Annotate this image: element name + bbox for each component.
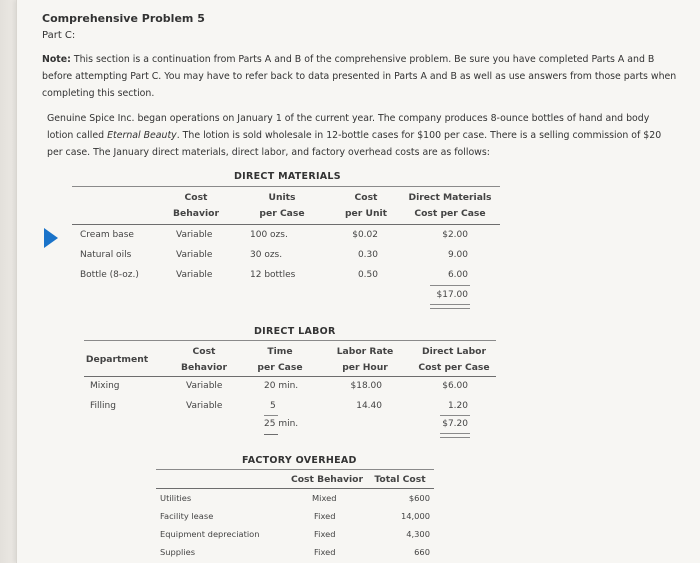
intro-text-start: Genuine Spice Inc. began operations on January 1 of the current year. The company produces 8-ounce bottles of hand and body lotion called [47,113,650,141]
dm-sum-rule [430,285,470,286]
fo-header-total: Total Cost [374,474,426,485]
product-name: Eternal Beauty [107,130,177,141]
dl-row-total: $6.00 [442,381,468,391]
note-text: This section is a continuation from Parts A and B of the comprehensive problem. Be sure you have completed Parts A and B before attempting Part C. You may have to refer back to data presented in Parts A and B as well as use answers from those parts when completing this section. [42,54,677,99]
fo-header-rule [156,488,434,489]
direct-materials-title: DIRECT MATERIALS [234,171,341,182]
dl-time-double-rule [264,434,278,435]
dl-header-rate-2: per Hour [342,362,388,373]
dm-header-total-2: Cost per Case [414,208,486,219]
dl-row-dept: Mixing [90,381,120,391]
page-edge [0,0,16,563]
fo-row-total: 4,300 [406,529,430,539]
dl-header-behavior-2: Behavior [181,362,227,373]
dl-time-sum-rule [264,415,278,416]
dm-header-behavior-1: Cost [184,192,208,203]
dl-row-rate: 14.40 [356,401,382,411]
dl-row-behavior: Variable [186,401,223,411]
fo-header-behavior: Cost Behavior [290,474,364,485]
dm-row-total: $2.00 [442,230,468,240]
fo-row-item: Utilities [160,493,192,503]
dm-row-cost: 0.30 [357,250,378,260]
dm-header-total-1: Direct Materials [408,192,492,203]
dm-row-behavior: Variable [176,270,213,280]
dm-header-behavior-2: Behavior [173,208,219,219]
dl-header-department: Department [85,354,149,365]
part-label: Part C: [42,30,76,41]
dl-row-behavior: Variable [186,381,223,391]
fo-row-item: Equipment depreciation [160,529,260,539]
intro-paragraph [47,110,677,161]
intro-text-end: . The lotion is sold wholesale in 12-bottle cases for $100 per case. There is a selling commission of $20 per case. The January direct materials, direct labor, and factory overhead costs are as follows: [47,130,662,158]
page-title: Comprehensive Problem 5 [42,12,205,25]
dl-row-dept: Filling [90,401,116,411]
fo-row-item: Supplies [160,547,196,557]
dm-row-behavior: Variable [176,250,213,260]
dm-top-rule [72,186,500,187]
dm-row-behavior: Variable [176,230,213,240]
dm-row-total: 6.00 [447,270,468,280]
dm-row-item: Cream base [80,230,134,240]
fo-row-behavior: Mixed [312,493,337,503]
dl-header-total-2: Cost per Case [418,362,490,373]
dl-header-behavior-1: Cost [192,346,216,357]
dl-row-total: 1.20 [447,401,468,411]
dm-row-units: 100 ozs. [250,230,288,240]
dl-header-total-1: Direct Labor [421,346,487,357]
dl-row-time: 20 min. [264,381,299,391]
dl-sum-rule [440,415,470,416]
direct-labor-title: DIRECT LABOR [254,326,336,337]
dm-row-units: 12 bottles [250,270,296,280]
dm-row-item: Bottle (8-oz.) [80,270,139,280]
dm-row-cost: $0.02 [352,230,378,240]
play-arrow-icon [44,228,58,248]
dm-total-sum: $17.00 [436,290,468,300]
dm-row-total: 9.00 [447,250,468,260]
dm-header-rule [72,224,500,225]
factory-overhead-title: FACTORY OVERHEAD [242,455,357,466]
fo-row-total: 14,000 [400,511,430,521]
dl-double-rule [440,433,470,438]
dl-row-rate: $18.00 [350,381,382,391]
dm-header-cost-1: Cost [354,192,378,203]
dl-total-sum: $7.20 [442,419,468,429]
dm-row-units: 30 ozs. [250,250,283,260]
fo-row-behavior: Fixed [314,529,336,539]
note-paragraph [42,51,682,102]
dm-row-item: Natural oils [80,250,132,260]
fo-row-total: 660 [414,547,430,557]
note-label: Note: [42,54,71,65]
dl-row-time: 5 [270,401,276,411]
fo-row-total: $600 [408,493,430,503]
dl-header-time-2: per Case [257,362,303,373]
dm-header-units-2: per Case [259,208,305,219]
dm-double-rule [430,304,470,309]
fo-row-behavior: Fixed [314,511,336,521]
dm-header-cost-2: per Unit [344,208,388,219]
fo-row-item: Facility lease [160,511,214,521]
dm-row-cost: 0.50 [357,270,378,280]
dm-header-units-1: Units [268,192,296,203]
dl-header-rule [84,376,496,377]
fo-top-rule [156,469,434,470]
dl-top-rule [84,340,496,341]
fo-row-behavior: Fixed [314,547,336,557]
dl-time-sum: 25 min. [264,419,299,429]
dl-header-time-1: Time [267,346,293,357]
dl-header-rate-1: Labor Rate [336,346,394,357]
